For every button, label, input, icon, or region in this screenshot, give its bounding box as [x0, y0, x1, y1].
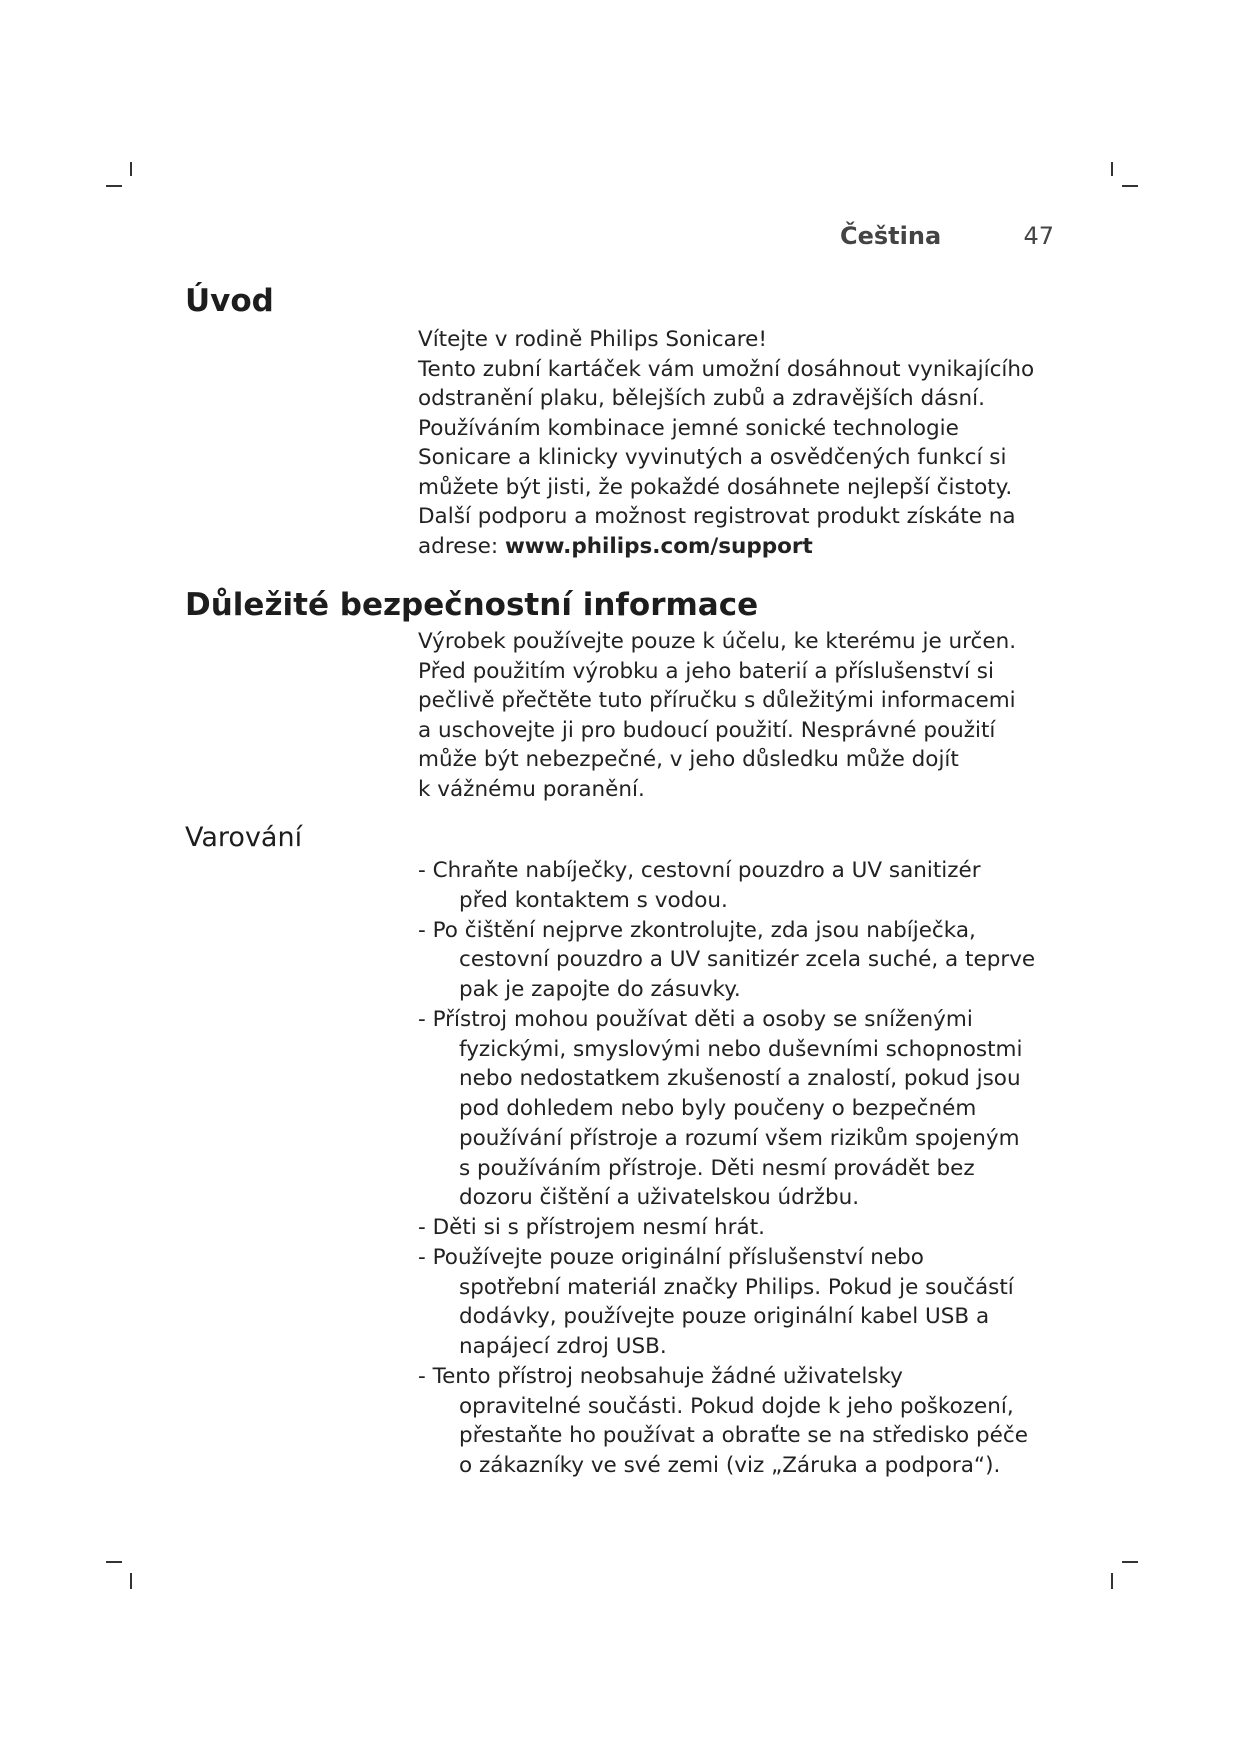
warning-heading: Varování	[185, 822, 303, 853]
warning-list	[418, 856, 1058, 1481]
safety-paragraph	[418, 627, 1058, 804]
paragraph-line: Před použitím výrobku a jeho baterií a příslušenství si	[418, 658, 994, 684]
warning-line: - Děti si s přístrojem nesmí hrát.	[418, 1215, 765, 1240]
paragraph-line: Sonicare a klinicky vyvinutých a osvědčených funkcí si	[418, 445, 1007, 470]
crop-mark	[1111, 162, 1113, 176]
warning-line: pod dohledem nebo byly poučeny o bezpečném	[459, 1096, 977, 1121]
crop-mark	[1122, 1561, 1138, 1563]
warning-line: - Po čištění nejprve zkontrolujte, zda jsou nabíječka,	[418, 917, 976, 943]
warning-line: nebo nedostatkem zkušeností a znalostí, pokud jsou	[459, 1066, 1021, 1092]
warning-line: dozoru čištění a uživatelskou údržbu.	[459, 1185, 860, 1211]
warning-line: před kontaktem s vodou.	[459, 887, 728, 913]
warning-item	[418, 916, 1058, 1005]
crop-mark	[106, 185, 122, 187]
paragraph-line: Používáním kombinace jemné sonické technologie	[418, 415, 959, 441]
crop-mark	[130, 162, 132, 176]
page-number: 47	[1023, 222, 1054, 250]
intro-paragraph	[418, 325, 1058, 561]
warning-line: fyzickými, smyslovými nebo duševními schopnostmi	[459, 1036, 1023, 1062]
crop-mark	[130, 1573, 132, 1589]
warning-line: pak je zapojte do zásuvky.	[459, 977, 741, 1002]
warning-line: přestaňte ho používat a obraťte se na středisko péče	[459, 1423, 1028, 1449]
paragraph-line: odstranění plaku, bělejších zubů a zdravějších dásní.	[418, 386, 985, 411]
warning-line: - Chraňte nabíječky, cestovní pouzdro a UV sanitizér	[418, 858, 981, 883]
warning-line: s používáním přístroje. Děti nesmí provádět bez	[459, 1155, 975, 1181]
warning-line: používání přístroje a rozumí všem rizikům spojeným	[459, 1125, 1020, 1151]
warning-item	[418, 1005, 1058, 1213]
paragraph-line: pečlivě přečtěte tuto příručku s důležitými informacemi	[418, 688, 1016, 713]
warning-line: - Tento přístroj neobsahuje žádné uživatelsky	[418, 1363, 903, 1389]
safety-heading: Důležité bezpečnostní informace	[185, 587, 759, 623]
header-language: Čeština	[840, 222, 942, 250]
paragraph-line: a uschovejte ji pro budoucí použití. Nesprávné použití	[418, 717, 996, 743]
page-header	[840, 222, 1054, 254]
warning-line: o zákazníky ve své zemi (viz „Záruka a podpora“).	[459, 1453, 1001, 1478]
paragraph-line: může být nebezpečné, v jeho důsledku může dojít	[418, 747, 959, 772]
address-label: adrese:	[418, 533, 505, 559]
warning-line: spotřební materiál značky Philips. Pokud je součástí	[459, 1274, 1014, 1300]
warning-item	[418, 856, 1058, 916]
warning-item	[418, 1243, 1058, 1362]
support-link[interactable]: www.philips.com/support	[504, 533, 813, 559]
paragraph-line: Tento zubní kartáček vám umožní dosáhnout vynikajícího	[418, 356, 1035, 382]
warning-item	[418, 1362, 1058, 1481]
paragraph-line: k vážnému poranění.	[418, 776, 645, 802]
paragraph-line: Vítejte v rodině Philips Sonicare!	[418, 327, 767, 352]
paragraph-line: Výrobek používejte pouze k účelu, ke kterému je určen.	[418, 629, 1017, 654]
warning-line: napájecí zdroj USB.	[459, 1334, 667, 1359]
warning-line: - Přístroj mohou používat děti a osoby se sníženými	[418, 1006, 973, 1032]
intro-heading: Úvod	[185, 283, 274, 319]
crop-mark	[1111, 1573, 1113, 1589]
crop-mark	[106, 1561, 122, 1563]
warning-line: - Používejte pouze originální příslušenství nebo	[418, 1244, 924, 1270]
paragraph-line: Další podporu a možnost registrovat produkt získáte na	[418, 504, 1016, 529]
warning-line: dodávky, používejte pouze originální kabel USB a	[459, 1304, 990, 1330]
crop-mark	[1122, 185, 1138, 187]
warning-line: cestovní pouzdro a UV sanitizér zcela suché, a teprve	[459, 947, 1036, 973]
warning-item	[418, 1213, 1058, 1243]
warning-line: opravitelné součásti. Pokud dojde k jeho poškození,	[459, 1393, 1014, 1419]
paragraph-line: můžete být jisti, že pokaždé dosáhnete nejlepší čistoty.	[418, 474, 1013, 500]
paragraph-line	[418, 532, 1058, 562]
